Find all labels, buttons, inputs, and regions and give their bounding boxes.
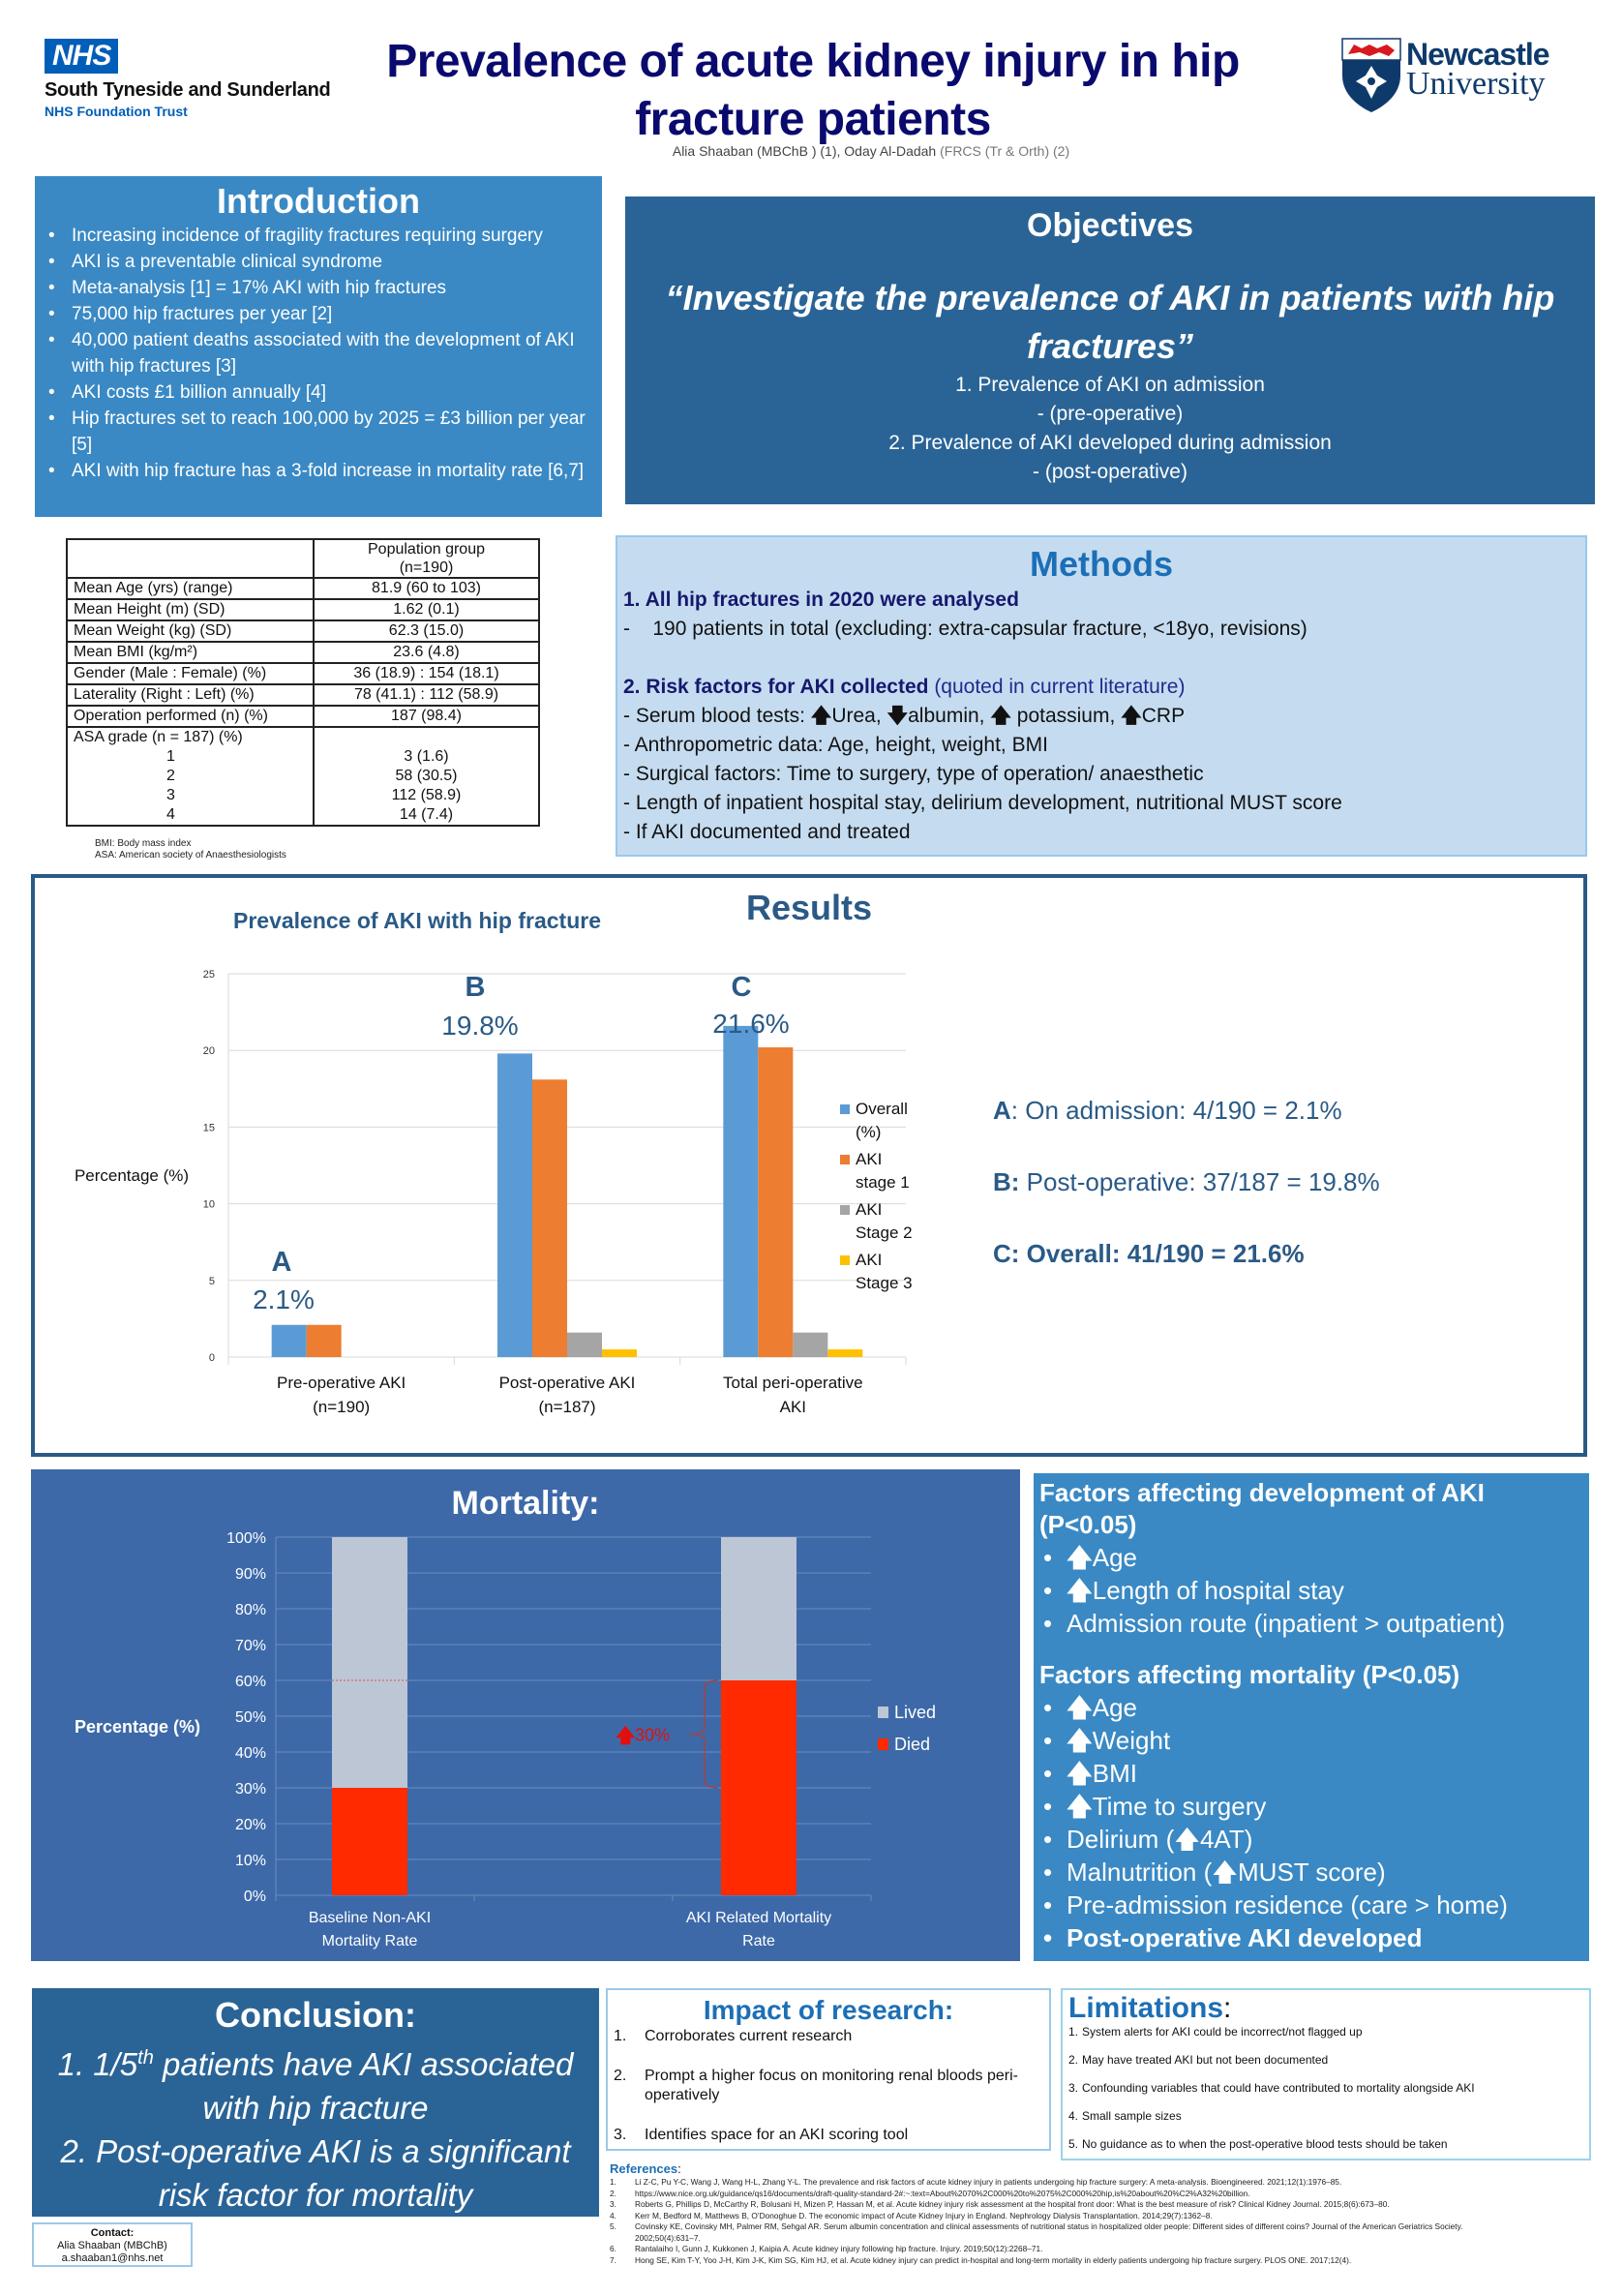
introduction-item: • Increasing incidence of fragility fractures requiring surgery [45,223,592,249]
y-tick-label: 100% [226,1530,266,1547]
x-tick-label: Rate [742,1933,775,1949]
aki-factors-list [1039,1541,1583,1640]
annotation-value: 21.6% [712,1009,790,1039]
x-tick-label: AKI Related Mortality [685,1910,832,1926]
asa-value: 3 (1.6) [404,748,449,765]
summary-key: A [993,1096,1011,1125]
factor-item [1039,1691,1583,1724]
bar-lived [332,1537,407,1788]
table-header-empty [67,539,314,578]
summary-key: B: [993,1167,1020,1196]
bar-died [332,1788,407,1895]
demographics-table [66,538,540,827]
heading-note: (quoted in current literature) [928,676,1186,698]
row-label: Mean BMI (kg/m²) [67,642,314,663]
summary-text: Overall: 41/190 = 21.6% [1026,1239,1305,1268]
factor-text: Pre-admission residence (care > home) [1067,1890,1508,1919]
row-label: Mean Age (yrs) (range) [67,578,314,599]
y-tick-label: 20% [234,1817,266,1833]
legend-swatch [840,1205,850,1215]
methods-line: - 190 patients in total (excluding: extra-capsular fracture, <18yo, revisions) [623,618,1307,640]
impact-text: Identifies space for an AKI scoring tool [645,2127,909,2143]
annotation-value: 19.8% [441,1011,519,1041]
methods-line: - Surgical factors: Time to surgery, type of operation/ anaesthetic [623,763,1204,785]
arrow-down-icon: 🡇 [887,705,909,727]
x-tick-label: Post-operative AKI [498,1374,636,1392]
y-tick-label: 30% [234,1781,266,1798]
summary-sep [1019,1167,1026,1196]
nhs-trust-logo [45,39,354,119]
impact-list [614,2027,1043,2145]
x-tick-label: Mortality Rate [321,1933,418,1949]
conclusion-sup: th [137,2047,154,2069]
reference-item: 5. Covinsky KE, Covinsky MH, Palmer RM, Sehgal AR. Serum albumin concentration and clinical assessments of nutritional status in hospitalized older people: Different sides of different coins? Journal of the American Geriatrics Society. 2002;50(4):631–7. [610,2221,1616,2244]
header-line: (n=190) [399,559,454,576]
arrow-up-icon: 🡅 [810,705,832,727]
factor-item [1039,1921,1583,1954]
impact-panel [606,1988,1051,2151]
arrow-up-icon: 🡅 [1067,1792,1093,1821]
summary-sep [1019,1239,1026,1268]
asa-grade: 3 [166,787,175,803]
arrow-up-icon: 🡅 [1067,1693,1093,1722]
factor-item [1039,1757,1583,1790]
x-tick-label: AKI [779,1398,807,1416]
results-summary [993,1093,1574,1308]
bar-lived [721,1537,796,1680]
y-tick-label: 20 [202,1045,215,1058]
row-value: 62.3 (15.0) [314,620,539,642]
limitation-item: 3. Confounding variables that could have contributed to mortality alongside AKI [1068,2081,1475,2095]
reference-text-cont: 2002;50(4):631–7. [635,2232,701,2243]
reference-text: Rantalaiho I, Gunn J, Kukkonen J, Kaipia A. Acute kidney injury following hip fracture. Injury. 2019;50(12):2268–71. [635,2244,1043,2253]
asa-value: 112 (58.9) [391,787,462,803]
factor-text: 4AT) [1199,1825,1253,1854]
row-value: 23.6 (4.8) [314,642,539,663]
bar-died [721,1680,796,1895]
mortality-chart [31,1469,1020,1961]
methods-blood-tests [623,702,1579,731]
introduction-title: Introduction [217,181,420,221]
authors-text: Alia Shaaban (MBChB ) (1), Oday Al-Dadah [672,143,941,159]
limitation-text: System alerts for AKI could be incorrect/not flagged up [1082,2025,1363,2039]
impact-item: 2. Prompt a higher focus on monitoring renal bloods peri-operatively [614,2068,1018,2103]
objectives-quote: “Investigate the prevalence of AKI in patients with hip fractures” [665,278,1555,366]
legend-swatch [840,1255,850,1265]
limitation-text: May have treated AKI but not been documented [1082,2053,1329,2067]
factor-item [1039,1607,1583,1640]
legend-swatch [878,1707,888,1718]
legend-label: stage 1 [856,1173,910,1192]
chart-title: Prevalence of AKI with hip fracture [232,908,602,933]
row-value: 78 (41.1) : 112 (58.9) [314,684,539,706]
conclusion-panel [32,1988,599,2217]
y-tick-label: 50% [234,1709,266,1726]
results-title: Results [745,888,873,927]
results-panel [31,874,1587,1457]
table-row [67,578,539,599]
reference-text: Roberts G, Phillips D, McCarthy R, Bolusani H, Mizen P, Hassan M, et al. Acute kidney injury risk assessment at the hospital front door: What is the best measure of risk? Clinical Kidney Journal. 2015;8(6):673–80. [635,2199,1390,2209]
university-shield-icon [1340,37,1402,114]
arrow-up-icon: 🡅 [1067,1759,1093,1788]
arrow-up-icon: 🡅 [1067,1726,1093,1755]
bar-overall- [272,1325,307,1357]
aki-prevalence-chart [35,878,1003,1459]
arrow-up-icon: 🡅 [1067,1543,1093,1572]
asa-value: 58 (30.5) [395,768,458,784]
x-tick-label: Baseline Non-AKI [308,1910,432,1926]
arrow-up-icon: 🡅 [1174,1825,1200,1854]
impact-text: Corroborates current research [645,2028,853,2044]
methods-line: - Length of inpatient hospital stay, delirium development, nutritional MUST score [623,792,1342,814]
legend-label: AKI [856,1251,883,1269]
factor-text: Length of hospital stay [1092,1576,1344,1605]
authors-line [368,143,1374,159]
limitation-text: Confounding variables that could have contributed to mortality alongside AKI [1082,2081,1475,2095]
limitation-item: 2. May have treated AKI but not been documented [1068,2053,1329,2067]
conclusion-text: patients have AKI associated [153,2046,574,2082]
y-axis-label: Percentage (%) [74,1166,190,1185]
objectives-panel [625,196,1595,504]
footnote: ASA: American society of Anaesthesiologists [95,850,286,861]
asa-label: ASA grade (n = 187) (%) [74,729,243,745]
row-label: Operation performed (n) (%) [67,706,314,727]
factors-panel [1034,1473,1589,1961]
y-tick-label: 70% [234,1638,266,1654]
factor-item [1039,1888,1583,1921]
bar-aki-stage-1 [758,1047,793,1357]
factor-item [1039,1790,1583,1823]
table-row [67,663,539,684]
summary-line-b [993,1164,1574,1200]
bar-aki-stage-2 [567,1333,602,1357]
legend-label: Overall [856,1100,908,1118]
blood-item: Urea, [831,705,887,727]
conclusion-line: with hip fracture [202,2090,429,2126]
reference-text: Kerr M, Bedford M, Matthews B, O’Donoghue D. The economic impact of Acute Kidney Injury in England. Nephrology Dialysis Transplantation. 2014;29(7):1362–8. [635,2210,1213,2220]
annotation-letter: A [271,1247,292,1278]
factor-text: Weight [1092,1726,1171,1755]
limitation-item: 4. Small sample sizes [1068,2109,1182,2123]
factor-text: Delirium ( [1067,1825,1175,1854]
annotation-letter: B [465,972,486,1003]
row-label: Gender (Male : Female) (%) [67,663,314,684]
references-title-text: References [610,2161,678,2176]
legend-label: Died [894,1735,931,1754]
reference-item: 4. Kerr M, Bedford M, Matthews B, O’Donoghue D. The economic impact of Acute Kidney Injury in England. Nephrology Dialysis Transplantation. 2014;29(7):1362–8. [610,2210,1213,2220]
limitations-title: Limitations: [1068,1992,1232,2024]
methods-line: - Anthropometric data: Age, height, weight, BMI [623,734,1048,756]
table-row [67,706,539,727]
newcastle-university-logo [1340,37,1573,114]
y-tick-label: 0% [243,1888,266,1905]
table-row [67,684,539,706]
conclusion-text: 1. 1/5 [57,2046,138,2082]
nhs-trust-subtitle: NHS Foundation Trust [45,104,188,119]
table-footnotes [95,838,286,861]
summary-text: Post-operative: 37/187 = 19.8% [1026,1167,1380,1196]
legend-swatch [878,1738,888,1750]
contact-name: Alia Shaaban (MBChB) [57,2240,167,2251]
legend-label: Lived [894,1703,937,1722]
arrow-up-icon: 🡅 [1212,1858,1239,1887]
bar-aki-stage-3 [827,1349,862,1357]
heading-text: 2. Risk factors for AKI collected [623,676,929,698]
conclusion-line [32,2037,599,2086]
contact-box [32,2222,193,2267]
row-value: 187 (98.4) [314,706,539,727]
factor-item [1039,1856,1583,1888]
reference-text: Hong SE, Kim T-Y, Yoo J-H, Kim J-K, Kim SG, Kim HJ, et al. Acute kidney injury can predict in-hospital and long-term mortality in elderly patients undergoing hip fracture surgery. PLOS ONE. 2017;12(4). [635,2254,1352,2265]
conclusion-line: risk factor for mortality [158,2177,473,2213]
arrow-up-icon: 🡅 [616,1723,636,1747]
table-row [67,620,539,642]
university-name-line2: University [1406,66,1546,102]
factors-aki-title: Factors affecting development of AKI (P<0.05) [1039,1478,1485,1539]
y-tick-label: 0 [208,1352,215,1364]
contact-email[interactable]: a.shaaban1@nhs.net [61,2252,164,2264]
legend-label: Stage 3 [856,1274,913,1292]
factor-text: Admission route (inpatient > outpatient) [1067,1609,1506,1638]
factor-text: Malnutrition ( [1067,1858,1213,1887]
introduction-item: • AKI with hip fracture has a 3-fold increase in mortality rate [6,7] [45,458,592,484]
asa-grade: 2 [166,768,175,784]
bar-overall- [497,1053,532,1357]
legend-label: Stage 2 [856,1224,913,1242]
introduction-item: • AKI costs £1 billion annually [4] [45,379,592,406]
authors-credentials: (FRCS (Tr & Orth) (2) [940,143,1070,159]
summary-text: On admission: 4/190 = 2.1% [1025,1096,1342,1125]
y-tick-label: 10% [234,1853,266,1869]
annotation-value: 30% [635,1725,671,1745]
factor-item [1039,1823,1583,1856]
header-line: Population group [368,541,485,558]
impact-item: 1. Corroborates current research [614,2028,853,2044]
introduction-item: • 40,000 patient deaths associated with the development of AKI with hip fractures [3] [45,327,592,379]
row-label: Laterality (Right : Left) (%) [67,684,314,706]
arrow-up-icon: 🡅 [1121,705,1142,727]
impact-item: 3. Identifies space for an AKI scoring tool [614,2127,909,2143]
x-tick-label: (n=190) [313,1398,371,1416]
annotation-letter: C [731,972,752,1003]
arrow-up-icon: 🡅 [990,705,1011,727]
limitations-panel [1061,1988,1591,2160]
methods-line: - If AKI documented and treated [623,821,911,843]
row-value: 1.62 (0.1) [314,599,539,620]
introduction-item: • 75,000 hip fractures per year [2] [45,301,592,327]
y-tick-label: 90% [234,1566,266,1583]
factor-text: MUST score) [1238,1858,1386,1887]
y-tick-label: 80% [234,1602,266,1618]
y-tick-label: 40% [234,1745,266,1762]
reference-link[interactable]: https://www.nice.org.uk/guidance/qs16/documents/draft-quality-standard-2#:~:text=About%2070%2C000%20to%2075%2C000%20hip,is%20about%20%C2%A32%20billion. [635,2188,1250,2198]
factor-item [1039,1724,1583,1757]
factor-text: Time to surgery [1092,1792,1267,1821]
impact-text: Prompt a higher focus on monitoring renal bloods peri-operatively [645,2068,1018,2103]
bar-aki-stage-1 [307,1325,342,1357]
factor-text: Post-operative AKI developed [1067,1923,1423,1952]
table-row [67,642,539,663]
legend-label: AKI [856,1200,883,1219]
asa-grade: 1 [166,748,175,765]
y-tick-label: 15 [202,1122,215,1134]
row-label: Mean Weight (kg) (SD) [67,620,314,642]
asa-cell [67,727,314,826]
summary-line-c [993,1236,1574,1272]
introduction-list [45,223,592,484]
limitation-item: 1. System alerts for AKI could be incorrect/not flagged up [1068,2025,1363,2039]
row-value: 36 (18.9) : 154 (18.1) [314,663,539,684]
blood-item: potassium, [1010,705,1122,727]
reference-item: 7. Hong SE, Kim T-Y, Yoo J-H, Kim J-K, Kim SG, Kim HJ, et al. Acute kidney injury can predict in-hospital and long-term mortality in elderly patients undergoing hip fracture surgery. PLOS ONE. 2017;12(4). [610,2254,1352,2265]
introduction-panel [35,176,602,517]
introduction-item: • Hip fractures set to reach 100,000 by 2025 = £3 billion per year [5] [45,406,592,458]
factors-mortality-title: Factors affecting mortality (P<0.05) [1039,1660,1460,1689]
references-list [610,2177,1616,2266]
summary-key: C: [993,1239,1020,1268]
summary-line-a [993,1093,1574,1129]
limitations-title-text: Limitations [1068,1992,1224,2024]
references-title: References: [610,2161,681,2176]
objective-line: 1. Prevalence of AKI on admission [955,374,1265,396]
mortality-title: Mortality: [451,1485,600,1522]
y-tick-label: 5 [208,1275,215,1287]
bar-overall- [723,1026,758,1357]
asa-value: 14 (7.4) [399,806,454,823]
limitation-item: 5. No guidance as to when the post-operative blood tests should be taken [1068,2137,1448,2151]
blood-prefix: - Serum blood tests: [623,705,811,727]
objective-line: 2. Prevalence of AKI developed during admission [888,432,1332,454]
row-value: 81.9 (60 to 103) [314,578,539,599]
methods-heading-2 [623,673,1579,702]
legend-label: AKI [856,1150,883,1168]
y-axis-label: Percentage (%) [74,1717,201,1737]
summary-sep: : [1010,1096,1026,1125]
asa-values-cell [314,727,539,826]
x-tick-label: Pre-operative AKI [277,1374,406,1392]
legend-swatch [840,1104,850,1114]
legend-swatch [840,1155,850,1164]
factor-text: BMI [1092,1759,1137,1788]
blood-item: CRP [1141,705,1186,727]
objective-line: - (post-operative) [1033,461,1187,483]
objective-line: - (pre-operative) [1037,403,1184,425]
annotation-value: 2.1% [253,1284,315,1314]
introduction-item: • AKI is a preventable clinical syndrome [45,249,592,275]
table-row-asa [67,727,539,826]
methods-panel [616,535,1587,857]
reference-item: 3. Roberts G, Phillips D, McCarthy R, Bolusani H, Mizen P, Hassan M, et al. Acute kidney injury risk assessment at the hospital front door: What is the best measure of risk? Clinical Kidney Journal. 2015;8(6):673–80. [610,2199,1390,2209]
legend-label: (%) [856,1123,882,1141]
y-tick-label: 25 [202,969,215,981]
limitation-text: No guidance as to when the post-operative blood tests should be taken [1082,2137,1448,2151]
reference-item: 6. Rantalaiho I, Gunn J, Kukkonen J, Kaipia A. Acute kidney injury following hip fracture. Injury. 2019;50(12):2268–71. [610,2244,1043,2253]
x-tick-label: Total peri-operative [723,1374,863,1392]
nhs-trust-name: South Tyneside and Sunderland [45,79,331,101]
table-header-population [314,539,539,578]
bar-aki-stage-3 [602,1349,637,1357]
introduction-item: • Meta-analysis [1] = 17% AKI with hip fractures [45,275,592,301]
impact-title: Impact of research: [703,1995,954,2025]
bar-aki-stage-1 [532,1079,567,1357]
footnote: BMI: Body mass index [95,838,192,849]
objectives-title: Objectives [1027,207,1193,244]
mortality-panel [31,1469,1020,1961]
factor-text: Age [1092,1543,1137,1572]
limitations-list [1068,2025,1583,2152]
row-label: Mean Height (m) (SD) [67,599,314,620]
poster-title: Prevalence of acute kidney injury in hip fracture patients [386,36,1240,145]
mortality-factors-list [1039,1691,1583,1954]
y-tick-label: 10 [202,1198,215,1211]
factor-text: Age [1092,1693,1137,1722]
factor-item [1039,1541,1583,1574]
arrow-up-icon: 🡅 [1067,1576,1093,1605]
reference-text: Covinsky KE, Covinsky MH, Palmer RM, Sehgal AR. Serum albumin concentration and clinical assessments of nutritional status in hospitalized older people: Different sides of different coins? Journal of the American Geriatrics Society. [635,2221,1463,2231]
methods-title: Methods [1030,544,1173,584]
x-tick-label: (n=187) [538,1398,596,1416]
reference-text: Li Z-C, Pu Y-C, Wang J, Wang H-L, Zhang Y-L. The prevalence and risk factors of acute kidney injury in patients undergoing hip fracture surgery: A meta-analysis. Bioengineered. 2021;12(1):1976–85. [635,2177,1342,2187]
asa-grade: 4 [166,806,175,823]
nhs-badge: NHS [45,39,118,74]
table-header-row [67,539,539,578]
university-name-line1: Newcastle [1406,37,1549,72]
methods-heading-1: 1. All hip fractures in 2020 were analysed [623,589,1019,611]
conclusion-title: Conclusion: [215,1995,416,2035]
limitation-text: Small sample sizes [1082,2109,1182,2123]
y-tick-label: 60% [234,1674,266,1690]
table-row [67,599,539,620]
contact-label: Contact: [90,2227,135,2239]
references-panel [610,2161,1616,2266]
bar-aki-stage-2 [793,1333,827,1357]
conclusion-line: 2. Post-operative AKI is a significant [60,2133,571,2169]
factor-item [1039,1574,1583,1607]
reference-item[interactable]: 2. https://www.nice.org.uk/guidance/qs16/documents/draft-quality-standard-2#:~:text=About%2070%2C000%20to%2075%2C000%20hip,is%20about%20%C2%A32%20billion. [610,2188,1250,2198]
bracket-annotation [697,1680,718,1788]
reference-item: 1. Li Z-C, Pu Y-C, Wang J, Wang H-L, Zhang Y-L. The prevalence and risk factors of acute kidney injury in patients undergoing hip fracture surgery: A meta-analysis. Bioengineered. 2021;12(1):1976–85. [610,2177,1342,2187]
blood-item: albumin, [908,705,991,727]
